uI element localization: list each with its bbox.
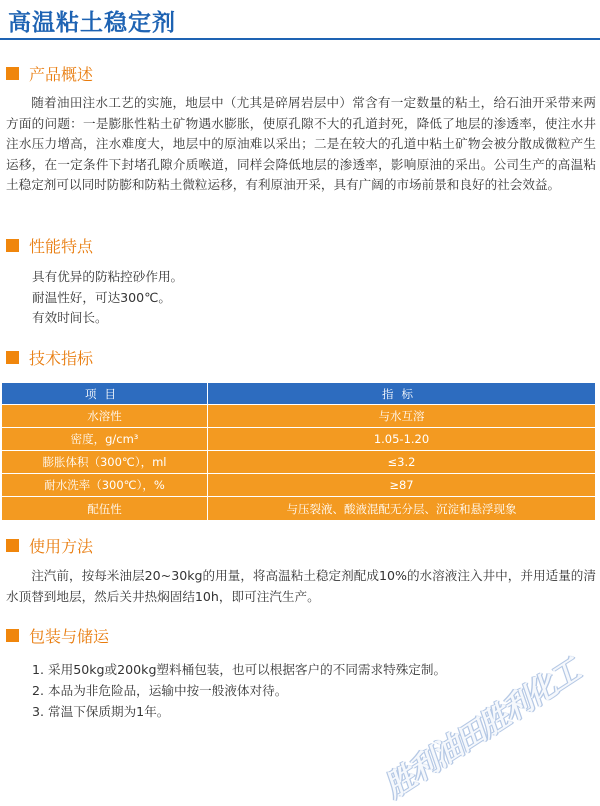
table-cell: ≤3.2 <box>208 451 596 474</box>
table-cell: 与压裂液、酸液混配无分层、沉淀和悬浮现象 <box>208 497 596 521</box>
section-features-header <box>6 234 93 256</box>
table-row <box>2 405 596 428</box>
orange-square-icon <box>6 539 19 552</box>
specs-table <box>2 383 596 521</box>
column-header-item: 项目 <box>2 383 208 405</box>
table-header-row <box>2 383 596 405</box>
overview-paragraph: 随着油田注水工艺的实施，地层中（尤其是碎屑岩层中）常含有一定数量的粘土，给石油开采带来两方面的问题：一是膨胀性粘土矿物遇水膨胀，使原孔隙不大的孔道封死，降低了地层的渗透率，使注水井注水压力增高，注水难度大，地层中的原油难以采出；二是在较大的孔道中粘土矿物会被分散成微粒产生运移，在一定条件下封堵孔隙介质喉道，同样会降低地层的渗透率，影响原油的采出。公司生产的高温粘土稳定剂可以同时防膨和防粘土微粒运移，有利原油开采，具有广阔的市场前景和良好的社会效益。 <box>6 95 596 193</box>
feature-item: 具有优异的防粘控砂作用。 <box>32 269 184 284</box>
section-specs-title: 技术指标 <box>29 348 94 368</box>
company-watermark: 胜利油田胜利化工 <box>378 653 586 806</box>
storage-item: 1. 采用50kg或200kg塑料桶包装，也可以根据客户的不同需求特殊定制。 <box>32 662 447 677</box>
title-divider <box>0 38 600 40</box>
table-cell: 水溶性 <box>2 405 208 428</box>
features-list <box>32 267 183 329</box>
table-cell: ≥87 <box>208 474 596 497</box>
section-storage-title: 包装与储运 <box>29 626 110 646</box>
column-header-spec: 指标 <box>208 383 596 405</box>
table-cell: 1.05-1.20 <box>208 428 596 451</box>
table-row <box>2 497 596 521</box>
storage-item: 2. 本品为非危险品，运输中按一般液体对待。 <box>32 683 288 698</box>
orange-square-icon <box>6 629 19 642</box>
page-title: 高温粘土稳定剂 <box>8 10 176 36</box>
table-cell: 耐水洗率（300℃），% <box>2 474 208 497</box>
table-cell: 配伍性 <box>2 497 208 521</box>
storage-item: 3. 常温下保质期为1年。 <box>32 704 170 719</box>
section-usage-header <box>6 534 93 556</box>
table-cell: 密度，g/cm³ <box>2 428 208 451</box>
feature-item: 耐温性好，可达300℃。 <box>32 289 171 305</box>
table-cell: 膨胀体积（300℃），ml <box>2 451 208 474</box>
table-row <box>2 451 596 474</box>
table-row <box>2 428 596 451</box>
section-storage-header <box>6 624 109 646</box>
section-specs-header <box>6 346 93 368</box>
orange-square-icon <box>6 239 19 252</box>
section-features-title: 性能特点 <box>29 236 94 256</box>
table-row <box>2 474 596 497</box>
orange-square-icon <box>6 67 19 80</box>
orange-square-icon <box>6 351 19 364</box>
usage-paragraph: 注汽前，按每米油层20~30kg的用量，将高温粘土稳定剂配成10%的水溶液注入井中，并用适量的清水顶替到地层，然后关井热焖固结10h，即可注汽生产。 <box>6 568 596 604</box>
section-usage-title: 使用方法 <box>29 536 94 556</box>
section-overview-header <box>6 62 93 84</box>
storage-list <box>32 659 446 722</box>
table-cell: 与水互溶 <box>208 405 596 428</box>
feature-item: 有效时间长。 <box>32 310 108 325</box>
section-overview-title: 产品概述 <box>29 64 94 84</box>
